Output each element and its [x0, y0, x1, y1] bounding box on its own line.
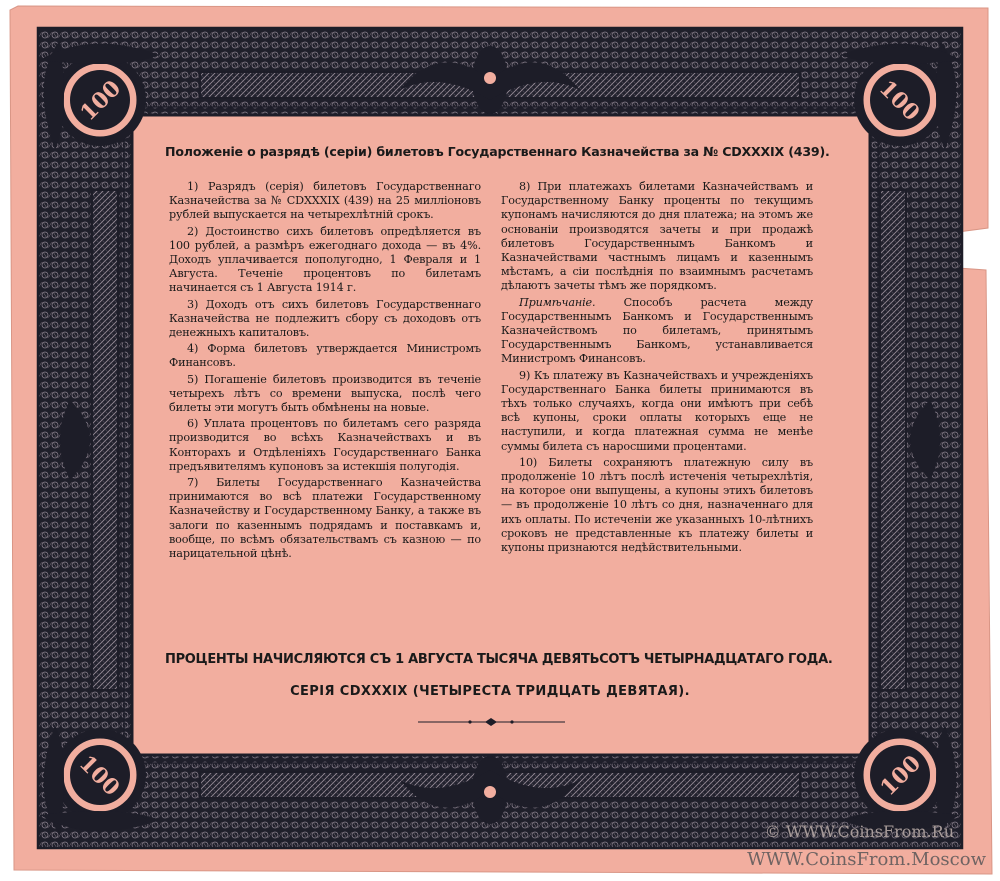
frame-right-rail — [880, 190, 906, 690]
clause-9: 9) Къ платежу въ Казначействахъ и учрежденiяхъ Государственнаго Банка билеты принимаются въ тѣхъ только случаяхъ, когда они имѣютъ при себѣ всѣ купоны, сроки оплаты которыхъ еще не наступили, и когда платежная сумма не менѣе суммы билета съ наросшими процентами. — [501, 368, 813, 453]
clause-1: 1) Разрядъ (серiя) билетовъ Государственнаго Казначейства за № CDXXXIX (439) на 25 миллiоновъ рублей выпускается на четырехлѣтнiй срокъ. — [169, 180, 481, 222]
series-line: СЕРIЯ CDXXXIX (ЧЕТЫРЕСТА ТРИДЦАТЬ ДЕВЯТАЯ). — [290, 684, 690, 699]
clause-7: 7) Билеты Государственнаго Казначейства принимаются во всѣ платежи Государственному Казначейству и Государственному Банку, а также въ залоги по казеннымъ подрядамъ и поставкамъ и, вообще, по всѣмъ обязательствамъ съ казною — по нарицательной цѣнѣ. — [169, 476, 481, 561]
document-heading: Положенiе о разрядѣ (серiи) билетовъ Государственнаго Казначейства за № CDXXXIX (439). — [165, 144, 830, 159]
clause-4: 4) Форма билетовъ утверждается Министромъ Финансовъ. — [169, 342, 481, 370]
document-text-area — [165, 140, 833, 745]
interest-accrual-line: ПРОЦЕНТЫ НАЧИСЛЯЮТСЯ СЪ 1 АВГУСТА ТЫСЯЧА ДЕВЯТЬСОТЪ ЧЕТЫРНАДЦАТАГО ГОДА. — [165, 652, 833, 667]
corner-numeral-br: 100 — [875, 750, 927, 802]
note-text: Способъ расчета между Государственнымъ Банкомъ и Государственнымъ Казначействомъ по билетамъ, принятымъ Государственнымъ Банкомъ, устанавливается Министромъ Финансовъ. — [501, 295, 813, 366]
corner-numeral-tl: 100 — [75, 75, 127, 127]
left-column — [169, 180, 481, 563]
clause-8: 8) При платежахъ билетами Казначействамъ и Государственному Банку проценты по текущимъ купонамъ начисляются до дня платежа; на этомъ же основанiи производятся зачеты и при продажѣ билетовъ Государственнымъ Банкомъ и Казначействами частнымъ лицамъ и казеннымъ мѣстамъ, а сiи послѣднiя по взаимнымъ расчетамъ дѣлаютъ зачеты тѣмъ же порядкомъ. — [501, 180, 813, 293]
frame-left-rail — [92, 190, 118, 690]
note-label: Примѣчанiе. — [519, 295, 596, 309]
right-column — [501, 180, 813, 557]
clause-3: 3) Доходъ отъ сихъ билетовъ Государственнаго Казначейства не подлежитъ сбору съ доходовъ отъ денежныхъ капиталовъ. — [169, 297, 481, 340]
clause-8-note — [501, 296, 813, 367]
clause-6: 6) Уплата процентовъ по билетамъ сего разряда производится во всѣхъ Казначействахъ и въ Конторахъ и Отдѣленiяхъ Государственнаго Банка предъявителямъ купоновъ за истекшiя полугодiя. — [169, 417, 481, 473]
clause-2: 2) Достоинство сихъ билетовъ опредѣляется въ 100 рублей, а размѣръ ежегоднаго дохода — въ 4%. Доходъ уплачивается пополугодно, 1 Февраля и 1 Августа. Теченiе процентовъ по билетамъ начинается съ 1 Августа 1914 г. — [169, 224, 481, 295]
clause-10: 10) Билеты сохраняютъ платежную силу въ продолженiе 10 лѣтъ послѣ истеченiя четырехлѣтiя, на которое они выпущены, а купоны этихъ билетовъ — въ продолженiе 10 лѣтъ со дня, назначеннаго для ихъ оплаты. По истеченiи же указанныхъ 10-лѣтнихъ сроковъ не представленные къ платежу билеты и купоны признаются недѣйствительными. — [501, 455, 813, 555]
corner-numeral-tr: 100 — [873, 75, 925, 127]
corner-numeral-bl: 100 — [73, 750, 125, 802]
clause-5: 5) Погашенiе билетовъ производится въ теченiе четырехъ лѣтъ со времени выпуска, послѣ чего билеты эти могутъ быть обмѣнены на новые. — [169, 372, 481, 415]
watermark-coinsfrom-ru: © WWW.CoinsFrom.Ru — [764, 822, 954, 841]
watermark-coinsfrom-moscow: WWW.CoinsFrom.Moscow — [747, 849, 986, 870]
